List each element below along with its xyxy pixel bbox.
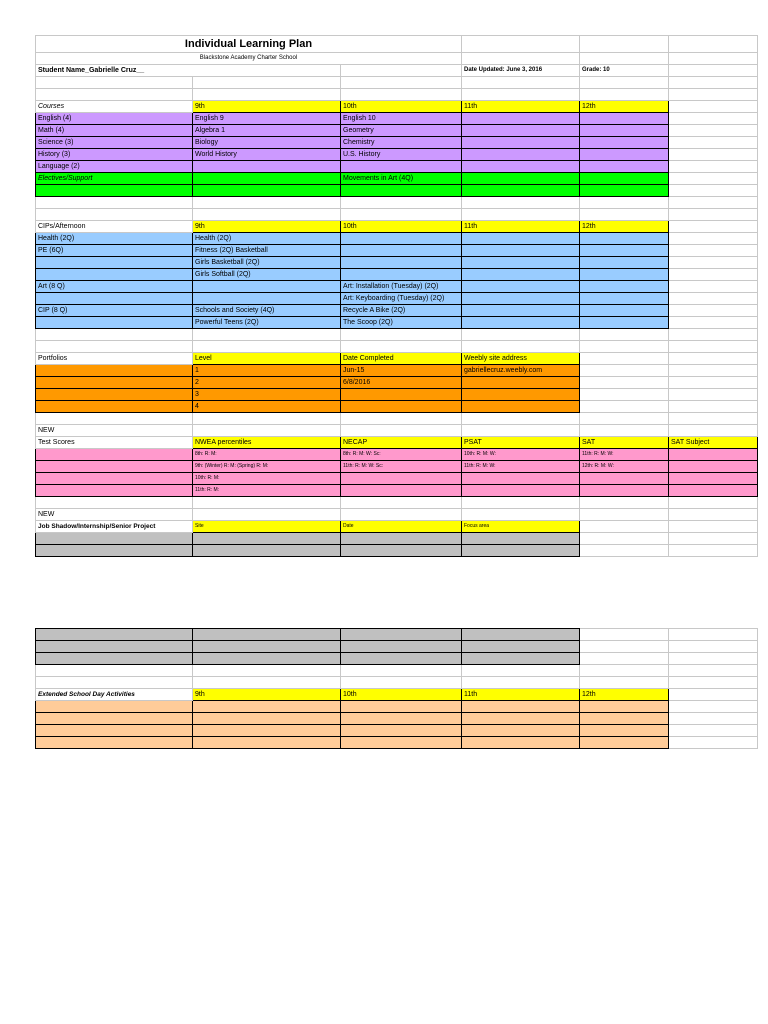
grade-9-header: 9th [193,101,341,113]
portfolio-level: 1 [193,365,341,377]
extended-label: Extended School Day Activities [36,689,193,701]
grade-11-header: 11th [462,689,580,701]
cips-label: CIPs/Afternoon [36,221,193,233]
art-10b: Art: Keyboarding (Tuesday) (2Q) [341,293,462,305]
cip-9b: Powerful Teens (2Q) [193,317,341,329]
grade-10-header: 10th [341,689,462,701]
ilp-sheet [35,35,758,557]
art-10a: Art: Installation (Tuesday) (2Q) [341,281,462,293]
course-row [36,125,758,137]
nwea-8: 8th: R: M: [193,449,341,461]
date-header: Date [341,521,462,533]
new-label: NEW [36,425,193,437]
portfolio-row [36,377,758,389]
nwea-9: 9th: (Winter) R: M: (Spring) R: M: [193,461,341,473]
portfolio-date: Jun-15 [341,365,462,377]
new-label: NEW [36,509,193,521]
course-subject: Language (2) [36,161,193,173]
job-shadow-label: Job Shadow/Internship/Senior Project [36,521,193,533]
psat-header: PSAT [462,437,580,449]
grade-9-header: 9th [193,689,341,701]
grade-10-header: 10th [341,221,462,233]
cip-label: CIP (8 Q) [36,305,193,317]
nwea-11: 11th: R: M: [193,485,341,497]
grade-12-header: 12th [580,221,669,233]
course-cell: Algebra 1 [193,125,341,137]
course-subject: Math (4) [36,125,193,137]
course-cell: Chemistry [341,137,462,149]
course-cell: U.S. History [341,149,462,161]
pe-9c: Girls Softball (2Q) [193,269,341,281]
course-subject: English (4) [36,113,193,125]
course-cell: World History [193,149,341,161]
grade-12-header: 12th [580,689,669,701]
electives-10: Movements in Art (4Q) [341,173,462,185]
ilp-table-continued [35,628,758,749]
portfolio-row [36,389,758,401]
nwea-header: NWEA percentiles [193,437,341,449]
portfolio-level: 4 [193,401,341,413]
portfolios-label: Portfolios [36,353,193,365]
cip-9a: Schools and Society (4Q) [193,305,341,317]
pe-label: PE (6Q) [36,245,193,257]
date-completed-header: Date Completed [341,353,462,365]
course-row [36,113,758,125]
level-header: Level [193,353,341,365]
sat-header: SAT [580,437,669,449]
cip-10b: The Scoop (2Q) [341,317,462,329]
health-label: Health (2Q) [36,233,193,245]
necap-8: 8th: R: M: W: Sc: [341,449,462,461]
course-row [36,149,758,161]
grade-10-header: 10th [341,101,462,113]
course-cell: English 10 [341,113,462,125]
portfolio-row [36,401,758,413]
sat-11: 11th: R: M: W: [580,449,669,461]
grade-label: Grade: 10 [580,65,669,77]
health-9: Health (2Q) [193,233,341,245]
necap-11: 11th: R: M: W: Sc: [341,461,462,473]
course-subject: Science (3) [36,137,193,149]
portfolio-date: 6/8/2016 [341,377,462,389]
necap-header: NECAP [341,437,462,449]
test-scores-label: Test Scores [36,437,193,449]
weebly-header: Weebly site address [462,353,580,365]
course-subject: History (3) [36,149,193,161]
course-cell: Geometry [341,125,462,137]
course-row [36,161,758,173]
grade-9-header: 9th [193,221,341,233]
school-name: Blackstone Academy Charter School [36,53,462,65]
focus-area-header: Focus area [462,521,580,533]
pe-9a: Fitness (2Q) Basketball [193,245,341,257]
grade-12-header: 12th [580,101,669,113]
site-header: Site [193,521,341,533]
electives-label: Electives/Support [36,173,193,185]
nwea-10: 10th: R: M: [193,473,341,485]
portfolio-row [36,365,758,377]
course-row [36,137,758,149]
courses-label: Courses [36,101,193,113]
art-label: Art (8 Q) [36,281,193,293]
grade-11-header: 11th [462,101,580,113]
student-name: Student Name_Gabrielle Cruz__ [36,65,341,77]
portfolio-level: 3 [193,389,341,401]
sat-subject-header: SAT Subject [669,437,758,449]
pe-9b: Girls Basketball (2Q) [193,257,341,269]
course-cell: Biology [193,137,341,149]
portfolio-site: gabriellecruz.weebly.com [462,365,580,377]
grade-11-header: 11th [462,221,580,233]
date-updated: Date Updated: June 3, 2016 [462,65,580,77]
psat-11: 11th: R: M: W: [462,461,580,473]
ilp-table [35,35,758,557]
psat-10: 10th: R: M: W: [462,449,580,461]
sat-12: 12th: R: M: W: [580,461,669,473]
cip-10a: Recycle A Bike (2Q) [341,305,462,317]
page-title: Individual Learning Plan [36,36,462,53]
ilp-sheet-page2 [35,628,758,749]
course-cell: English 9 [193,113,341,125]
portfolio-level: 2 [193,377,341,389]
